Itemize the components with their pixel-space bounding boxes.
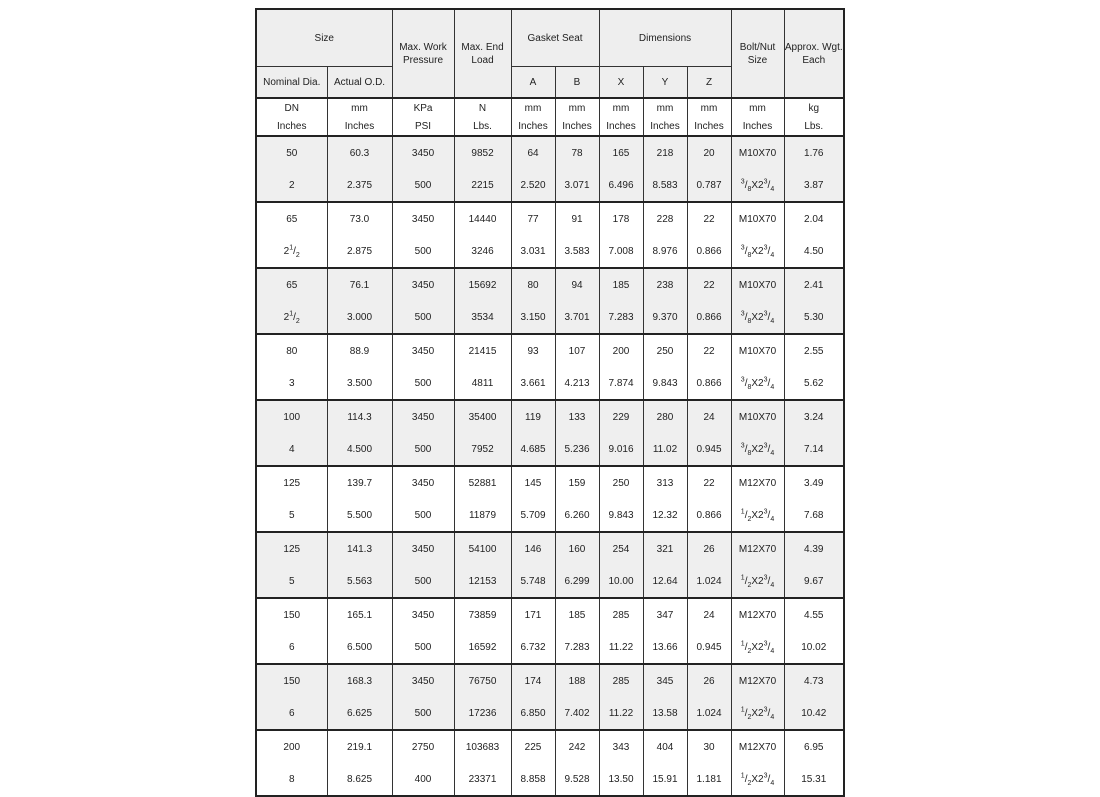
cell-end-load: 3246 <box>454 235 511 268</box>
cell-gasket-a: 64 <box>511 136 555 169</box>
cell-dim-x: 10.00 <box>599 565 643 598</box>
cell-work-pressure: 2750 <box>392 730 454 763</box>
cell-end-load: 4811 <box>454 367 511 400</box>
table-row-metric <box>256 598 844 631</box>
unit-end-load: Lbs. <box>454 117 511 136</box>
cell-bolt-nut: $^3/_8X2^3/_4$ <box>731 433 784 466</box>
cell-bolt-nut: M12X70 <box>731 730 784 763</box>
cell-dim-y: 250 <box>643 334 687 367</box>
cell-gasket-b: 185 <box>555 598 599 631</box>
unit-weight: Lbs. <box>784 117 844 136</box>
cell-bolt-nut: $^3/_8X2^3/_4$ <box>731 169 784 202</box>
cell-actual-od: 76.1 <box>327 268 392 301</box>
cell-gasket-b: 94 <box>555 268 599 301</box>
table-row-metric <box>256 400 844 433</box>
cell-gasket-b: 4.213 <box>555 367 599 400</box>
unit-work-pressure: PSI <box>392 117 454 136</box>
cell-nominal-dia: 125 <box>256 466 327 499</box>
cell-dim-z: 0.866 <box>687 301 731 334</box>
units-rows <box>256 98 844 136</box>
cell-weight: 5.62 <box>784 367 844 400</box>
cell-dim-x: 200 <box>599 334 643 367</box>
cell-actual-od: 165.1 <box>327 598 392 631</box>
cell-gasket-a: 225 <box>511 730 555 763</box>
table-row <box>256 400 844 466</box>
header-b: B <box>555 67 599 99</box>
cell-bolt-nut: M12X70 <box>731 664 784 697</box>
unit-bolt-nut: mm <box>731 98 784 117</box>
header-max-work-pressure: Max. Work Pressure <box>392 9 454 98</box>
cell-weight: 10.02 <box>784 631 844 664</box>
cell-dim-y: 404 <box>643 730 687 763</box>
unit-dim-y: Inches <box>643 117 687 136</box>
cell-dim-y: 12.32 <box>643 499 687 532</box>
unit-dim-x: Inches <box>599 117 643 136</box>
cell-gasket-a: 2.520 <box>511 169 555 202</box>
table-row-imperial <box>256 235 844 268</box>
cell-bolt-nut: $^1/_2X2^3/_4$ <box>731 565 784 598</box>
unit-actual-od: mm <box>327 98 392 117</box>
cell-end-load: 52881 <box>454 466 511 499</box>
cell-weight: 5.30 <box>784 301 844 334</box>
cell-gasket-a: 171 <box>511 598 555 631</box>
cell-actual-od: 60.3 <box>327 136 392 169</box>
cell-dim-z: 1.024 <box>687 697 731 730</box>
cell-gasket-b: 133 <box>555 400 599 433</box>
cell-end-load: 76750 <box>454 664 511 697</box>
cell-work-pressure: 3450 <box>392 268 454 301</box>
header-approx-weight: Approx. Wgt. Each <box>784 9 844 98</box>
cell-end-load: 2215 <box>454 169 511 202</box>
cell-dim-x: 6.496 <box>599 169 643 202</box>
cell-gasket-b: 6.299 <box>555 565 599 598</box>
cell-weight: 3.87 <box>784 169 844 202</box>
cell-weight: 3.24 <box>784 400 844 433</box>
unit-gasket-b: mm <box>555 98 599 117</box>
cell-dim-x: 7.283 <box>599 301 643 334</box>
cell-bolt-nut: $^3/_8X2^3/_4$ <box>731 367 784 400</box>
cell-work-pressure: 500 <box>392 235 454 268</box>
cell-dim-z: 0.866 <box>687 367 731 400</box>
unit-dim-z: mm <box>687 98 731 117</box>
cell-end-load: 73859 <box>454 598 511 631</box>
cell-actual-od: 3.000 <box>327 301 392 334</box>
cell-nominal-dia: 4 <box>256 433 327 466</box>
table-row-imperial <box>256 301 844 334</box>
cell-dim-x: 9.016 <box>599 433 643 466</box>
cell-bolt-nut: $^1/_2X2^3/_4$ <box>731 763 784 796</box>
cell-weight: 15.31 <box>784 763 844 796</box>
cell-gasket-b: 91 <box>555 202 599 235</box>
cell-dim-z: 22 <box>687 268 731 301</box>
cell-nominal-dia: 5 <box>256 499 327 532</box>
cell-gasket-b: 6.260 <box>555 499 599 532</box>
cell-gasket-b: 7.283 <box>555 631 599 664</box>
cell-weight: 4.55 <box>784 598 844 631</box>
cell-nominal-dia: 150 <box>256 598 327 631</box>
cell-dim-x: 7.874 <box>599 367 643 400</box>
cell-dim-y: 9.843 <box>643 367 687 400</box>
cell-gasket-a: 77 <box>511 202 555 235</box>
unit-dim-y: mm <box>643 98 687 117</box>
cell-dim-z: 24 <box>687 400 731 433</box>
cell-dim-x: 7.008 <box>599 235 643 268</box>
cell-work-pressure: 3450 <box>392 466 454 499</box>
cell-dim-z: 22 <box>687 466 731 499</box>
cell-dim-y: 238 <box>643 268 687 301</box>
cell-weight: 10.42 <box>784 697 844 730</box>
unit-weight: kg <box>784 98 844 117</box>
cell-actual-od: 168.3 <box>327 664 392 697</box>
cell-weight: 7.14 <box>784 433 844 466</box>
cell-bolt-nut: $^3/_8X2^3/_4$ <box>731 301 784 334</box>
cell-dim-z: 26 <box>687 664 731 697</box>
table-row-imperial <box>256 565 844 598</box>
table-row-imperial <box>256 631 844 664</box>
cell-nominal-dia: 80 <box>256 334 327 367</box>
cell-dim-z: 0.787 <box>687 169 731 202</box>
unit-nominal-dia: DN <box>256 98 327 117</box>
cell-weight: 6.95 <box>784 730 844 763</box>
cell-dim-z: 1.024 <box>687 565 731 598</box>
cell-dim-z: 1.181 <box>687 763 731 796</box>
table-row <box>256 598 844 664</box>
header-size: Size <box>256 9 392 67</box>
cell-nominal-dia: 5 <box>256 565 327 598</box>
header-a: A <box>511 67 555 99</box>
cell-dim-z: 0.866 <box>687 235 731 268</box>
cell-work-pressure: 500 <box>392 631 454 664</box>
cell-actual-od: 73.0 <box>327 202 392 235</box>
table-row-metric <box>256 664 844 697</box>
cell-work-pressure: 3450 <box>392 598 454 631</box>
cell-nominal-dia: 50 <box>256 136 327 169</box>
cell-dim-y: 15.91 <box>643 763 687 796</box>
cell-nominal-dia: 2 <box>256 169 327 202</box>
header-dimensions: Dimensions <box>599 9 731 67</box>
cell-bolt-nut: M10X70 <box>731 400 784 433</box>
cell-dim-x: 178 <box>599 202 643 235</box>
table-row <box>256 730 844 796</box>
unit-dim-x: mm <box>599 98 643 117</box>
table-row <box>256 268 844 334</box>
table-row-metric <box>256 532 844 565</box>
table-row <box>256 532 844 598</box>
cell-work-pressure: 500 <box>392 169 454 202</box>
cell-actual-od: 3.500 <box>327 367 392 400</box>
unit-end-load: N <box>454 98 511 117</box>
cell-dim-y: 8.976 <box>643 235 687 268</box>
cell-dim-x: 11.22 <box>599 631 643 664</box>
cell-gasket-a: 8.858 <box>511 763 555 796</box>
cell-dim-y: 12.64 <box>643 565 687 598</box>
cell-end-load: 35400 <box>454 400 511 433</box>
cell-work-pressure: 3450 <box>392 202 454 235</box>
cell-bolt-nut: $^1/_2X2^3/_4$ <box>731 697 784 730</box>
table-row-metric <box>256 334 844 367</box>
cell-gasket-b: 3.701 <box>555 301 599 334</box>
cell-gasket-b: 78 <box>555 136 599 169</box>
cell-gasket-b: 242 <box>555 730 599 763</box>
table-row-imperial <box>256 763 844 796</box>
unit-work-pressure: KPa <box>392 98 454 117</box>
cell-nominal-dia: 125 <box>256 532 327 565</box>
unit-nominal-dia: Inches <box>256 117 327 136</box>
cell-end-load: 15692 <box>454 268 511 301</box>
cell-nominal-dia: 150 <box>256 664 327 697</box>
cell-actual-od: 141.3 <box>327 532 392 565</box>
cell-gasket-a: 3.150 <box>511 301 555 334</box>
cell-dim-x: 285 <box>599 598 643 631</box>
table-header <box>256 9 844 98</box>
cell-dim-y: 313 <box>643 466 687 499</box>
cell-weight: 1.76 <box>784 136 844 169</box>
cell-dim-x: 343 <box>599 730 643 763</box>
cell-weight: 4.39 <box>784 532 844 565</box>
cell-dim-y: 8.583 <box>643 169 687 202</box>
cell-actual-od: 5.563 <box>327 565 392 598</box>
header-gasket-seat: Gasket Seat <box>511 9 599 67</box>
cell-weight: 4.50 <box>784 235 844 268</box>
cell-gasket-b: 107 <box>555 334 599 367</box>
cell-gasket-a: 3.031 <box>511 235 555 268</box>
table-row-imperial <box>256 367 844 400</box>
cell-dim-z: 26 <box>687 532 731 565</box>
header-nominal-dia: Nominal Dia. <box>256 67 327 99</box>
cell-gasket-a: 6.732 <box>511 631 555 664</box>
cell-bolt-nut: M12X70 <box>731 598 784 631</box>
cell-nominal-dia: $2^1/_2$ <box>256 301 327 334</box>
cell-weight: 4.73 <box>784 664 844 697</box>
cell-dim-z: 24 <box>687 598 731 631</box>
cell-dim-x: 285 <box>599 664 643 697</box>
table-row-metric <box>256 136 844 169</box>
cell-work-pressure: 500 <box>392 301 454 334</box>
cell-dim-z: 20 <box>687 136 731 169</box>
cell-end-load: 11879 <box>454 499 511 532</box>
header-actual-od: Actual O.D. <box>327 67 392 99</box>
cell-nominal-dia: 100 <box>256 400 327 433</box>
table-row-imperial <box>256 499 844 532</box>
cell-actual-od: 114.3 <box>327 400 392 433</box>
cell-nominal-dia: 200 <box>256 730 327 763</box>
cell-weight: 2.04 <box>784 202 844 235</box>
header-y: Y <box>643 67 687 99</box>
cell-end-load: 103683 <box>454 730 511 763</box>
cell-end-load: 3534 <box>454 301 511 334</box>
cell-gasket-a: 119 <box>511 400 555 433</box>
cell-dim-y: 13.66 <box>643 631 687 664</box>
cell-bolt-nut: $^1/_2X2^3/_4$ <box>731 631 784 664</box>
cell-bolt-nut: M10X70 <box>731 136 784 169</box>
cell-end-load: 54100 <box>454 532 511 565</box>
cell-gasket-a: 6.850 <box>511 697 555 730</box>
cell-gasket-a: 4.685 <box>511 433 555 466</box>
table-row-metric <box>256 268 844 301</box>
cell-actual-od: 5.500 <box>327 499 392 532</box>
cell-gasket-b: 3.583 <box>555 235 599 268</box>
flange-spec-table <box>255 8 845 797</box>
cell-weight: 2.55 <box>784 334 844 367</box>
cell-dim-x: 9.843 <box>599 499 643 532</box>
cell-actual-od: 2.375 <box>327 169 392 202</box>
cell-nominal-dia: 6 <box>256 697 327 730</box>
table-row <box>256 136 844 202</box>
cell-work-pressure: 3450 <box>392 532 454 565</box>
cell-end-load: 17236 <box>454 697 511 730</box>
cell-weight: 7.68 <box>784 499 844 532</box>
cell-work-pressure: 500 <box>392 499 454 532</box>
cell-bolt-nut: $^3/_8X2^3/_4$ <box>731 235 784 268</box>
cell-end-load: 7952 <box>454 433 511 466</box>
cell-end-load: 14440 <box>454 202 511 235</box>
cell-dim-z: 22 <box>687 202 731 235</box>
cell-gasket-a: 80 <box>511 268 555 301</box>
table-row-imperial <box>256 433 844 466</box>
header-z: Z <box>687 67 731 99</box>
unit-gasket-a: mm <box>511 98 555 117</box>
cell-nominal-dia: 8 <box>256 763 327 796</box>
cell-work-pressure: 3450 <box>392 334 454 367</box>
cell-gasket-a: 146 <box>511 532 555 565</box>
cell-work-pressure: 500 <box>392 367 454 400</box>
table-row-imperial <box>256 697 844 730</box>
cell-dim-y: 345 <box>643 664 687 697</box>
cell-work-pressure: 3450 <box>392 136 454 169</box>
cell-gasket-a: 3.661 <box>511 367 555 400</box>
table-row <box>256 466 844 532</box>
unit-bolt-nut: Inches <box>731 117 784 136</box>
cell-actual-od: 4.500 <box>327 433 392 466</box>
cell-dim-y: 13.58 <box>643 697 687 730</box>
cell-end-load: 12153 <box>454 565 511 598</box>
cell-bolt-nut: M10X70 <box>731 202 784 235</box>
cell-dim-y: 218 <box>643 136 687 169</box>
cell-dim-x: 250 <box>599 466 643 499</box>
cell-actual-od: 139.7 <box>327 466 392 499</box>
cell-work-pressure: 3450 <box>392 664 454 697</box>
cell-dim-x: 185 <box>599 268 643 301</box>
cell-end-load: 16592 <box>454 631 511 664</box>
cell-gasket-b: 159 <box>555 466 599 499</box>
cell-dim-y: 347 <box>643 598 687 631</box>
table-row-metric <box>256 202 844 235</box>
cell-weight: 9.67 <box>784 565 844 598</box>
cell-gasket-b: 3.071 <box>555 169 599 202</box>
unit-actual-od: Inches <box>327 117 392 136</box>
cell-weight: 2.41 <box>784 268 844 301</box>
cell-work-pressure: 400 <box>392 763 454 796</box>
cell-dim-x: 11.22 <box>599 697 643 730</box>
cell-dim-z: 30 <box>687 730 731 763</box>
cell-bolt-nut: M12X70 <box>731 466 784 499</box>
cell-work-pressure: 3450 <box>392 400 454 433</box>
cell-end-load: 21415 <box>454 334 511 367</box>
cell-actual-od: 6.500 <box>327 631 392 664</box>
cell-dim-x: 229 <box>599 400 643 433</box>
table-row <box>256 202 844 268</box>
cell-bolt-nut: M10X70 <box>731 334 784 367</box>
cell-nominal-dia: 65 <box>256 268 327 301</box>
cell-gasket-b: 5.236 <box>555 433 599 466</box>
unit-dim-z: Inches <box>687 117 731 136</box>
cell-dim-y: 321 <box>643 532 687 565</box>
header-x: X <box>599 67 643 99</box>
units-row-imperial <box>256 117 844 136</box>
cell-actual-od: 219.1 <box>327 730 392 763</box>
cell-gasket-a: 5.709 <box>511 499 555 532</box>
cell-dim-z: 22 <box>687 334 731 367</box>
cell-gasket-b: 9.528 <box>555 763 599 796</box>
cell-dim-z: 0.945 <box>687 631 731 664</box>
cell-actual-od: 6.625 <box>327 697 392 730</box>
cell-nominal-dia: 6 <box>256 631 327 664</box>
cell-dim-y: 280 <box>643 400 687 433</box>
cell-dim-x: 165 <box>599 136 643 169</box>
cell-dim-x: 254 <box>599 532 643 565</box>
cell-dim-y: 228 <box>643 202 687 235</box>
cell-weight: 3.49 <box>784 466 844 499</box>
cell-nominal-dia: 65 <box>256 202 327 235</box>
cell-work-pressure: 500 <box>392 565 454 598</box>
table-row-metric <box>256 466 844 499</box>
cell-dim-x: 13.50 <box>599 763 643 796</box>
table-row-metric <box>256 730 844 763</box>
cell-gasket-a: 145 <box>511 466 555 499</box>
cell-gasket-a: 5.748 <box>511 565 555 598</box>
cell-dim-y: 9.370 <box>643 301 687 334</box>
cell-work-pressure: 500 <box>392 697 454 730</box>
cell-dim-y: 11.02 <box>643 433 687 466</box>
cell-bolt-nut: $^1/_2X2^3/_4$ <box>731 499 784 532</box>
header-bolt-nut-size: Bolt/Nut Size <box>731 9 784 98</box>
header-max-end-load: Max. End Load <box>454 9 511 98</box>
cell-nominal-dia: $2^1/_2$ <box>256 235 327 268</box>
cell-gasket-a: 174 <box>511 664 555 697</box>
cell-bolt-nut: M10X70 <box>731 268 784 301</box>
cell-dim-z: 0.866 <box>687 499 731 532</box>
cell-gasket-b: 7.402 <box>555 697 599 730</box>
table-row <box>256 334 844 400</box>
cell-dim-z: 0.945 <box>687 433 731 466</box>
cell-gasket-b: 160 <box>555 532 599 565</box>
cell-work-pressure: 500 <box>392 433 454 466</box>
cell-actual-od: 88.9 <box>327 334 392 367</box>
table-row <box>256 664 844 730</box>
cell-nominal-dia: 3 <box>256 367 327 400</box>
cell-gasket-b: 188 <box>555 664 599 697</box>
cell-gasket-a: 93 <box>511 334 555 367</box>
table-row-imperial <box>256 169 844 202</box>
cell-end-load: 23371 <box>454 763 511 796</box>
cell-actual-od: 8.625 <box>327 763 392 796</box>
unit-gasket-b: Inches <box>555 117 599 136</box>
cell-actual-od: 2.875 <box>327 235 392 268</box>
cell-bolt-nut: M12X70 <box>731 532 784 565</box>
units-row-metric <box>256 98 844 117</box>
cell-end-load: 9852 <box>454 136 511 169</box>
unit-gasket-a: Inches <box>511 117 555 136</box>
